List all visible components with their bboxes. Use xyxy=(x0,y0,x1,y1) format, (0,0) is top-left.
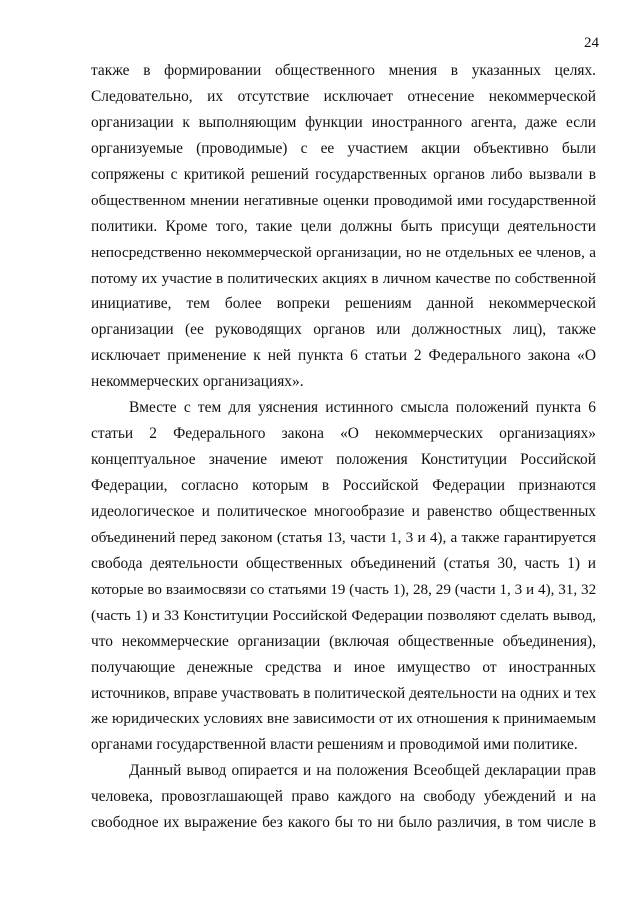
text-line: что некоммерческие организации (включая общественные объединения), xyxy=(91,632,596,650)
body-text xyxy=(91,58,596,836)
text-line: Данный вывод опирается и на положения Всеобщей декларации прав xyxy=(129,762,596,780)
text-line: свободное их выражение без какого бы то ни было различия, в том числе в xyxy=(91,814,596,832)
text-line: Федерации, согласно которым в Российской Федерации признаются xyxy=(91,477,596,494)
text-line: политики. Кроме того, такие цели должны быть присущи деятельности xyxy=(91,217,596,235)
text-line: исключает применение к ней пункта 6 статьи 2 Федерального закона «О xyxy=(91,347,596,365)
paragraph-1 xyxy=(91,58,596,395)
text-line: организуемые (проводимые) с ее участием акции объективно были xyxy=(91,139,596,157)
text-line: которые во взаимосвязи со статьями 19 (часть 1), 28, 29 (части 1, 3 и 4), 31, 32 xyxy=(91,580,597,598)
text-line: Следовательно, их отсутствие исключает отнесение некоммерческой xyxy=(91,87,596,105)
text-line: получающие денежные средства и иное имущество от иностранных xyxy=(91,658,596,676)
text-line: (часть 1) и 33 Конституции Российской Федерации позволяют сделать вывод, xyxy=(91,606,596,624)
text-line: же юридических условиях вне зависимости от их отношения к принимаемым xyxy=(91,710,596,728)
text-line: также в формировании общественного мнения в указанных целях. xyxy=(91,62,596,79)
text-line: свобода деятельности общественных объединений (статья 30, часть 1) и xyxy=(91,554,596,572)
text-line: человека, провозглашающей право каждого на свободу убеждений и на xyxy=(91,788,596,806)
text-line: общественном мнении негативные оценки проводимой ими государственной xyxy=(91,191,596,209)
paragraph-3 xyxy=(91,758,596,836)
text-line: идеологическое и политическое многообразие и равенство общественных xyxy=(91,502,596,520)
text-line: сопряжены с критикой решений государственных органов либо вызвали в xyxy=(91,165,596,183)
text-line: органами государственной власти решениям и проводимой ими политике. xyxy=(91,736,578,754)
text-line: организации к выполняющим функции иностранного агента, даже если xyxy=(91,113,596,131)
text-line: объединений перед законом (статья 13, части 1, 3 и 4), а также гарантируется xyxy=(91,528,596,546)
paragraph-2 xyxy=(91,395,596,758)
text-line: Вместе с тем для уяснения истинного смысла положений пункта 6 xyxy=(129,399,596,417)
text-line: источников, вправе участвовать в политической деятельности на одних и тех xyxy=(91,684,597,702)
text-line: организации (ее руководящих органов или должностных лиц), также xyxy=(91,321,596,339)
text-line: некоммерческих организациях». xyxy=(91,373,304,391)
text-line: потому их участие в политических акциях в личном качестве по собственной xyxy=(91,269,596,287)
text-line: статьи 2 Федерального закона «О некоммерческих организациях» xyxy=(91,425,596,443)
text-line: непосредственно некоммерческой организации, но не отдельных ее членов, а xyxy=(91,243,596,261)
text-line: инициативе, тем более вопреки решениям данной некоммерческой xyxy=(91,295,596,313)
text-line: концептуальное значение имеют положения Конституции Российской xyxy=(91,451,596,469)
page-number: 24 xyxy=(584,35,599,51)
